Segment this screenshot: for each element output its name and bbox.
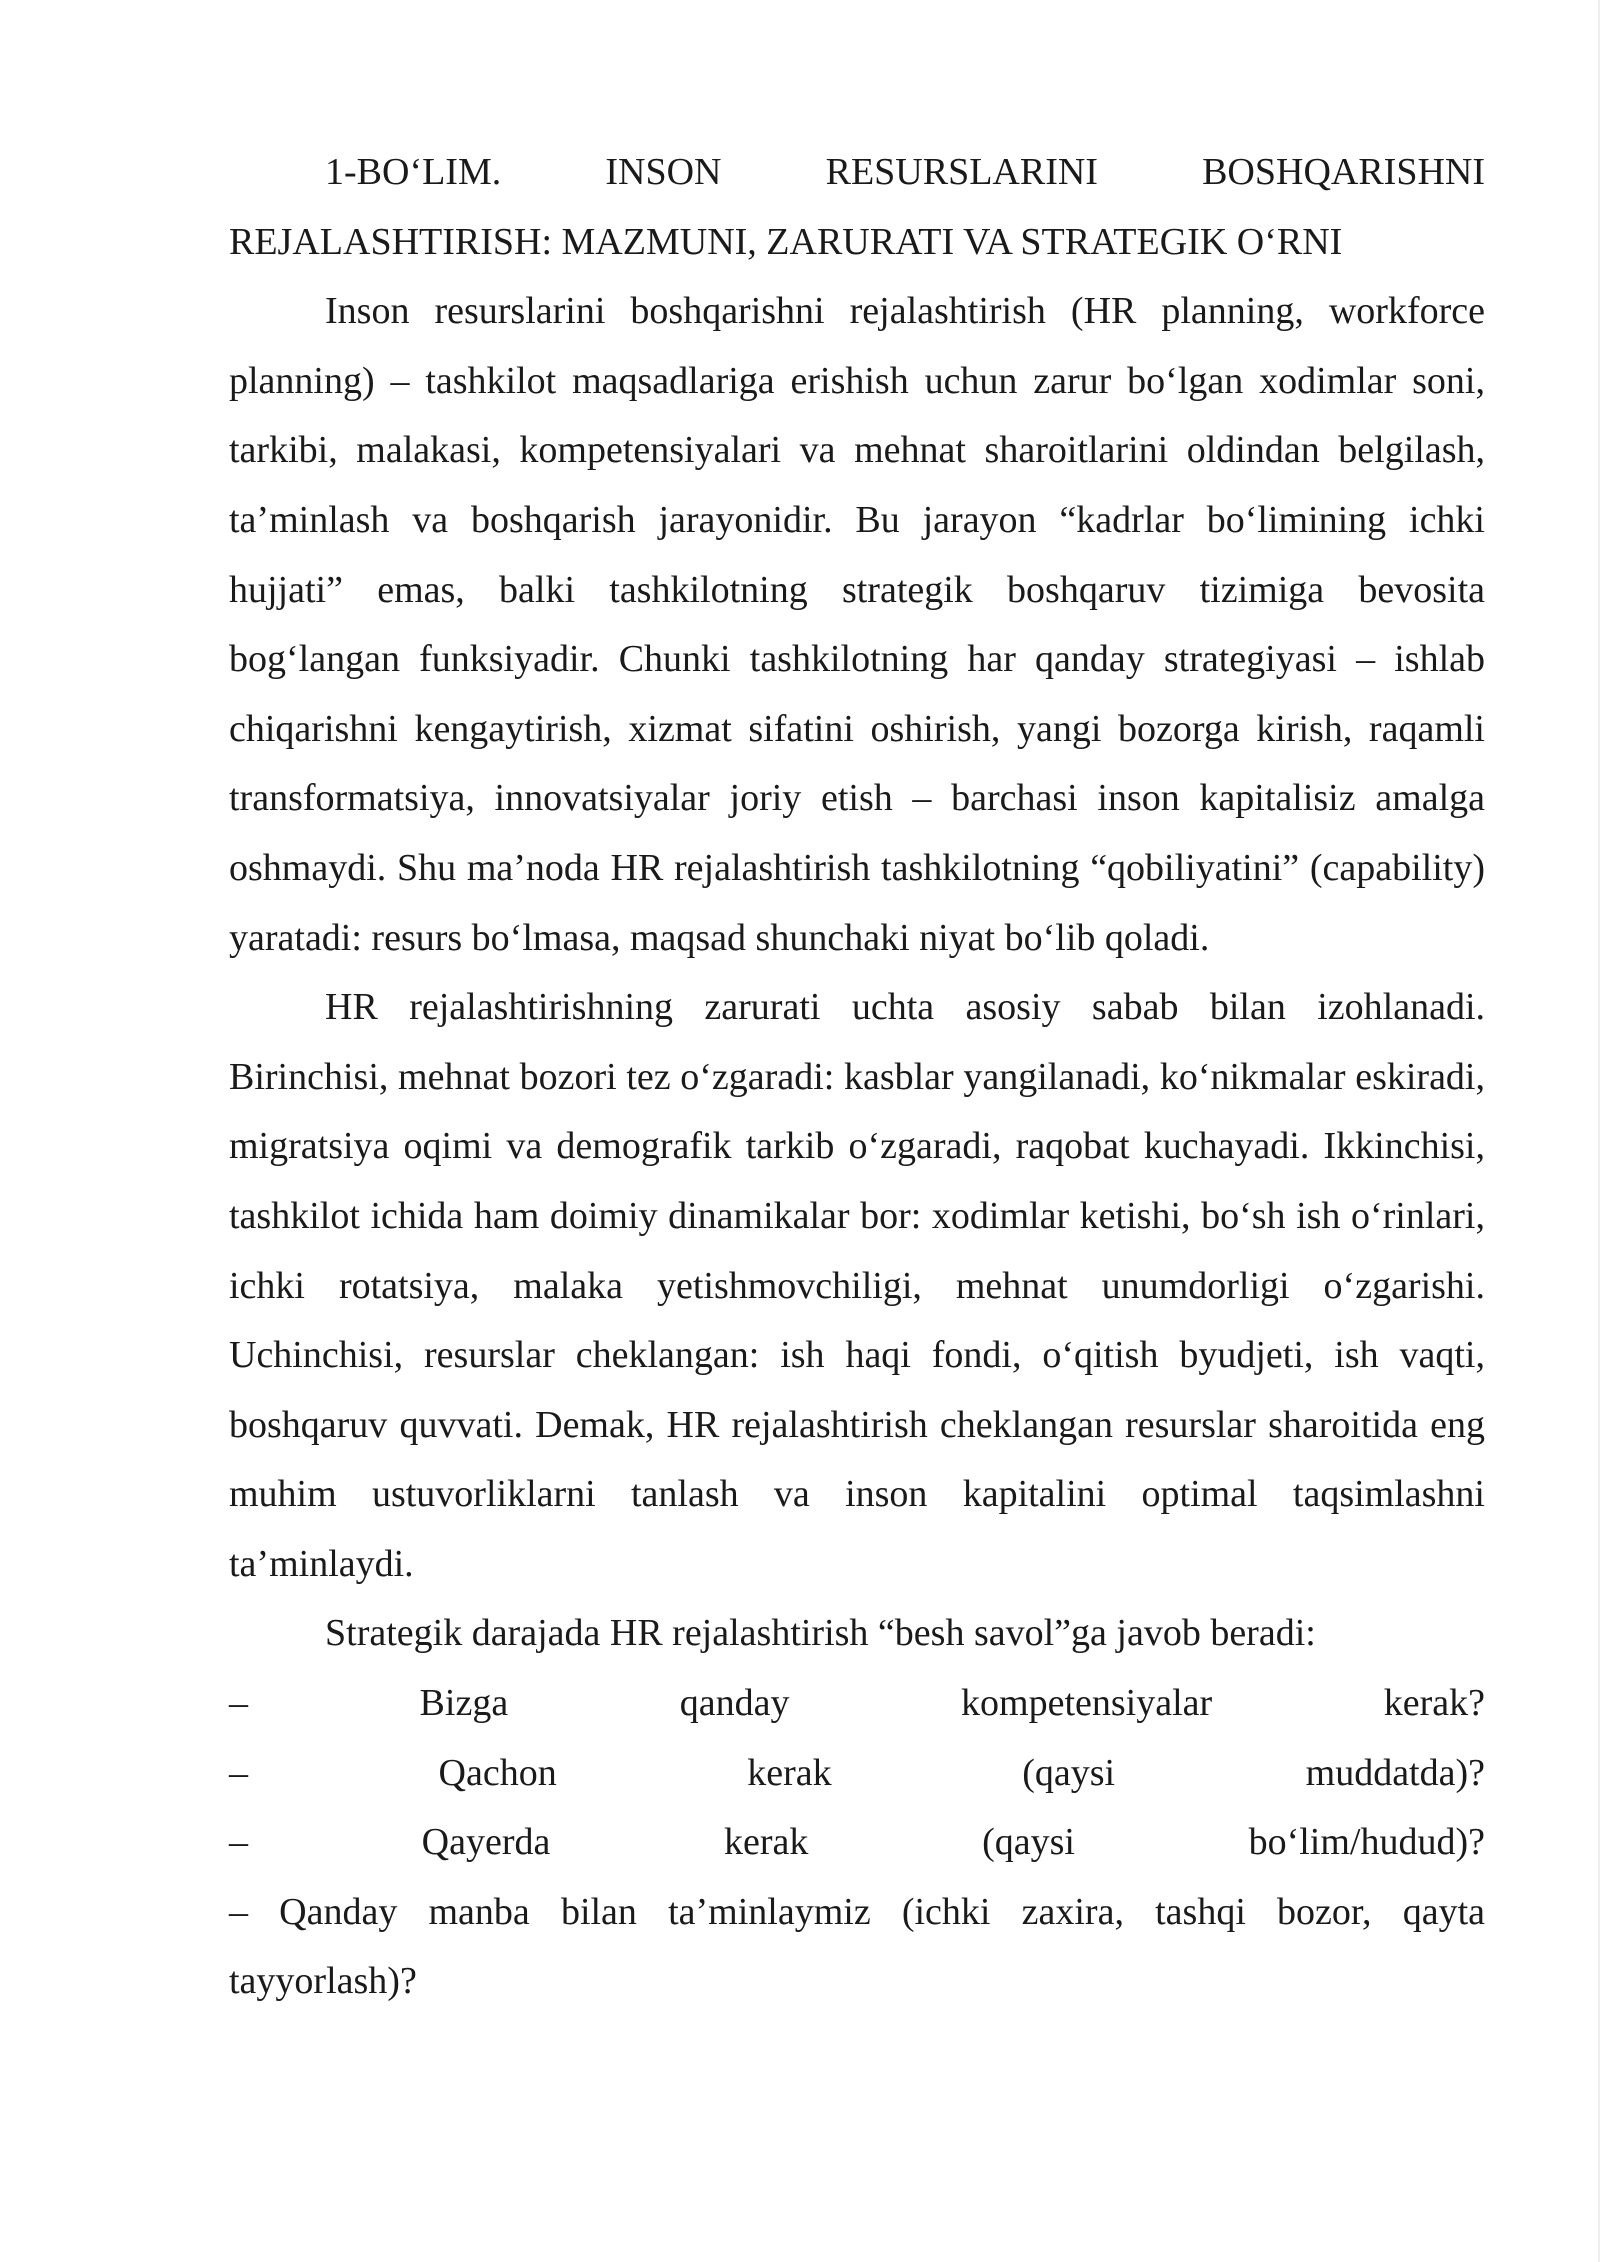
question-item: – Qachon kerak (qaysi muddatda)? — [229, 1751, 1485, 1794]
document-page — [229, 138, 1485, 2017]
paragraph-definition: Inson resurslarini boshqarishni rejalashtirish (HR planning, workforce planning) – tashkilot maqsadlariga erishish uchun zarur bo‘lgan xodimlar soni, tarkibi, malakasi, kompetensiyalari va mehnat sharoitlarini oldindan belgilash, ta’minlash va boshqarish jarayonidir. Bu jarayon “kadrlar bo‘limining ichki hujjati” emas, balki tashkilotning strategik boshqaruv tizimiga bevosita bog‘langan funksiyadir. Chunki tashkilotning har qanday strategiyasi – ishlab chiqarishni kengaytirish, xizmat sifatini oshirish, yangi bozorga kirish, raqamli transformatsiya, innovatsiyalar joriy etish – barchasi inson kapitalisiz amalga oshmaydi. Shu ma’noda HR rejalashtirish tashkilotning “qobiliyatini” (capability) yaratadi: resurs bo‘lmasa, maqsad shunchaki niyat bo‘lib qoladi. — [229, 290, 1485, 959]
question-item: – Qanday manba bilan ta’minlaymiz (ichki zaxira, tashqi bozor, qayta tayyorlash)? — [229, 1890, 1485, 2003]
question-item: – Qayerda kerak (qaysi bo‘lim/hudud)? — [229, 1821, 1485, 1864]
section-heading: 1-BO‘LIM. INSON RESURSLARINI BOSHQARISHNI REJALASHTIRISH: MAZMUNI, ZARURATI VA STRATEGIK O‘RNI — [229, 151, 1485, 263]
questions-intro: Strategik darajada HR rejalashtirish “besh savol”ga javob beradi: — [325, 1612, 1316, 1655]
question-item: – Bizga qanday kompetensiyalar kerak? — [229, 1682, 1485, 1725]
paragraph-necessity: HR rejalashtirishning zarurati uchta asosiy sabab bilan izohlanadi. Birinchisi, mehnat bozori tez o‘zgaradi: kasblar yangilanadi, ko‘nikmalar eskiradi, migratsiya oqimi va demografik tarkib o‘zgaradi, raqobat kuchayadi. Ikkinchisi, tashkilot ichida ham doimiy dinamikalar bor: xodimlar ketishi, bo‘sh ish o‘rinlari, ichki rotatsiya, malaka yetishmovchiligi, mehnat unumdorligi o‘zgarishi. Uchinchisi, resurslar cheklangan: ish haqi fondi, o‘qitish byudjeti, ish vaqti, boshqaruv quvvati. Demak, HR rejalashtirish cheklangan resurslar sharoitida eng muhim ustuvorliklarni tanlash va inson kapitalini optimal taqsimlashni ta’minlaydi. — [229, 986, 1485, 1585]
